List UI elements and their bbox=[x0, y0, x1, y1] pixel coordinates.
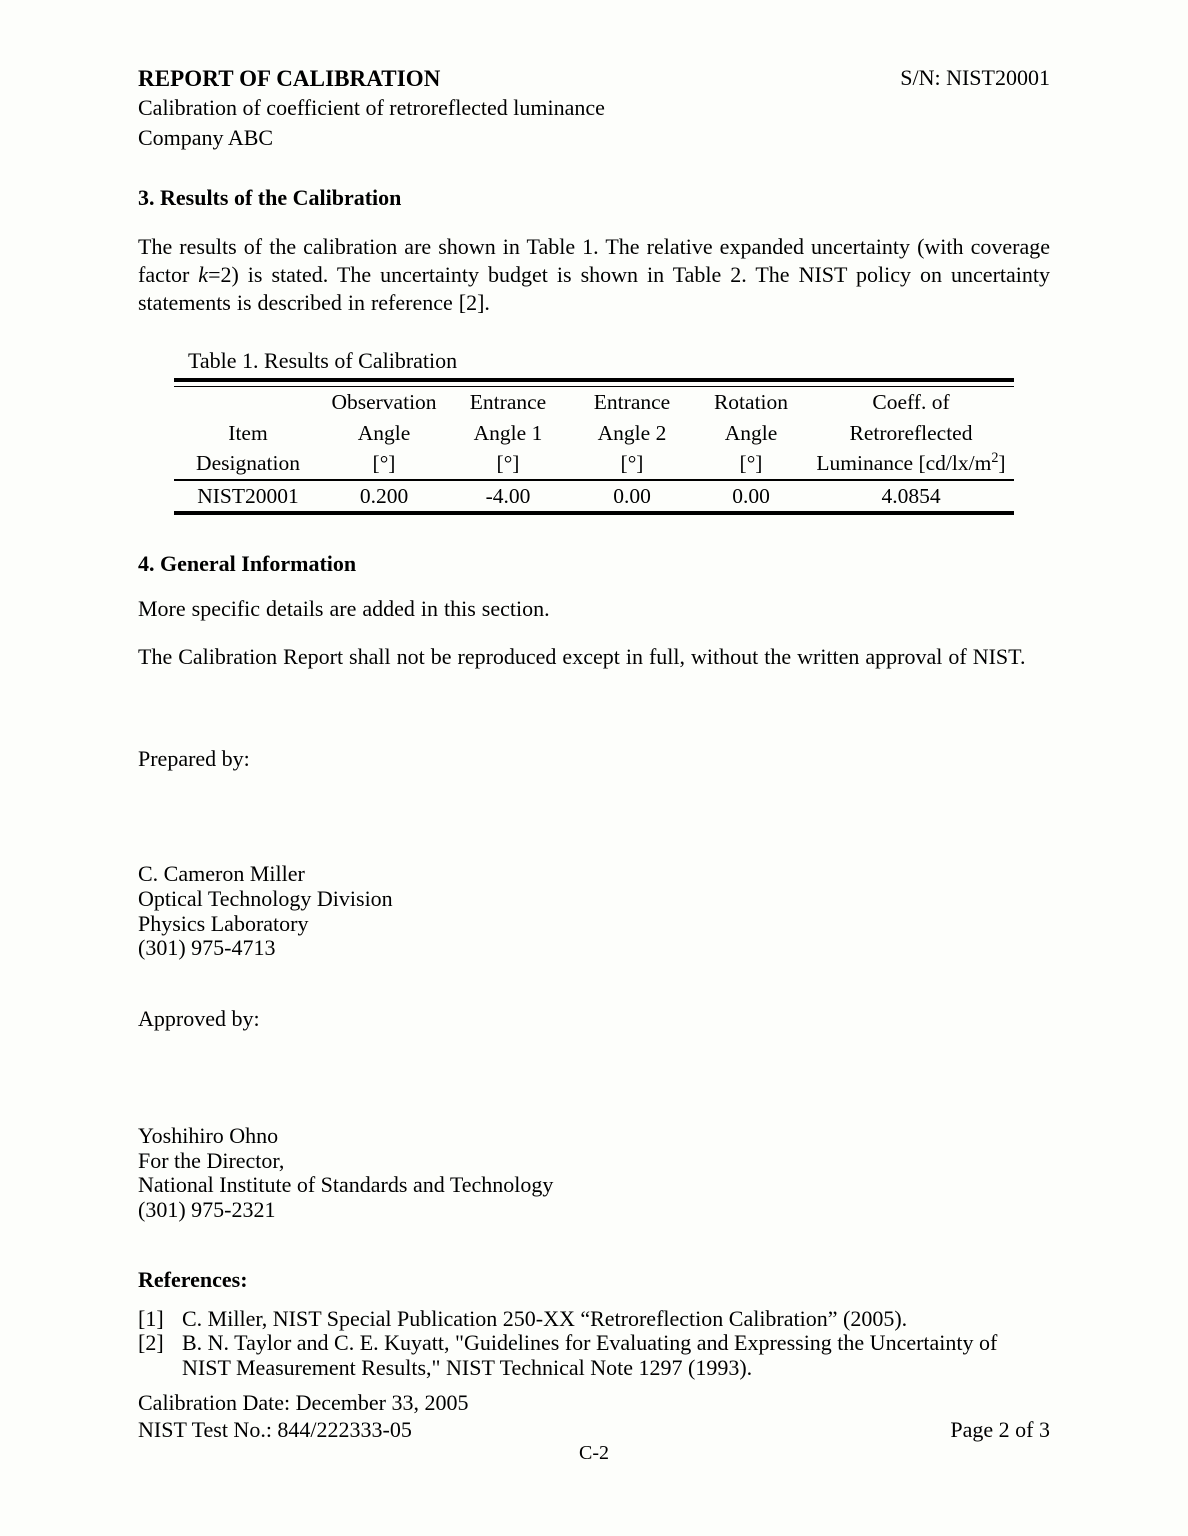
header-entrance2-line1: Entrance bbox=[593, 390, 671, 415]
header-entrance2-unit: [°] bbox=[620, 451, 644, 476]
header-entrance1-unit: [°] bbox=[496, 451, 520, 476]
prepared-by-line-2: Optical Technology Division bbox=[138, 885, 393, 911]
table-header-line-2 bbox=[174, 418, 1014, 449]
prepared-by-line-1: C. Cameron Miller bbox=[138, 861, 305, 887]
header-item-line2: Item bbox=[228, 420, 268, 445]
results-table bbox=[174, 387, 1014, 479]
reference-item bbox=[138, 1331, 1050, 1380]
header-coeff-unit-pre: Luminance [cd/lx/m bbox=[816, 451, 992, 476]
page-mark: C-2 bbox=[579, 1442, 609, 1464]
approved-by-line-3: National Institute of Standards and Technology bbox=[138, 1172, 554, 1198]
cell-rotation-angle: 0.00 bbox=[732, 483, 770, 508]
header-subtitle: Calibration of coefficient of retroreflected luminance bbox=[138, 94, 605, 120]
reference-text-2: B. N. Taylor and C. E. Kuyatt, "Guidelines for Evaluating and Expressing the Uncertainty of NIST Measurement Results," NIST Technical Note 1297 (1993). bbox=[182, 1330, 998, 1380]
header-rotation-line1: Rotation bbox=[713, 390, 789, 415]
table-body-group bbox=[174, 481, 1014, 512]
header-observation-unit: [°] bbox=[372, 451, 396, 476]
section-3-paragraph-part1: The results of the calibration are shown in Table 1. The relative expanded uncertainty (with coverage factor bbox=[138, 233, 1050, 287]
header-coeff-line1: Coeff. of bbox=[872, 390, 950, 415]
references-list bbox=[138, 1307, 1050, 1381]
table-row bbox=[174, 481, 1014, 512]
approved-by-label: Approved by: bbox=[138, 1005, 260, 1031]
document-header bbox=[138, 0, 1050, 152]
section-3-title: Results of the Calibration bbox=[160, 184, 402, 210]
reference-item bbox=[138, 1307, 1050, 1332]
header-coeff-line2: Retroreflected bbox=[849, 420, 973, 445]
table-1-block bbox=[174, 348, 1014, 515]
table-bottom-rule bbox=[174, 511, 1014, 515]
header-coeff-unit-post: ] bbox=[998, 451, 1006, 476]
section-4-heading bbox=[138, 551, 1050, 577]
section-3-heading bbox=[138, 185, 1050, 211]
page-content bbox=[138, 0, 1050, 1381]
results-table-body bbox=[174, 481, 1014, 512]
prepared-by-line-4: (301) 975-4713 bbox=[138, 935, 276, 961]
header-observation-line1: Observation bbox=[331, 390, 437, 415]
header-rotation-unit: [°] bbox=[739, 451, 763, 476]
section-3-paragraph-part2: =2) is stated. The uncertainty budget is shown in Table 2. The NIST policy on uncertainty statements is described in reference [2]. bbox=[138, 262, 1050, 316]
section-3-paragraph bbox=[138, 233, 1050, 318]
header-coeff-unit-exponent: 2 bbox=[991, 450, 999, 467]
page-footer bbox=[138, 1390, 1050, 1444]
approved-by-line-1: Yoshihiro Ohno bbox=[138, 1123, 279, 1149]
table-header-line-1 bbox=[174, 387, 1014, 418]
reference-text-1: C. Miller, NIST Special Publication 250-XX “Retroreflection Calibration” (2005). bbox=[182, 1305, 908, 1331]
table-header-line-3 bbox=[174, 448, 1014, 479]
cell-coeff-retroreflected-luminance: 4.0854 bbox=[881, 483, 941, 508]
table-1-caption: Table 1. Results of Calibration bbox=[188, 347, 458, 373]
header-observation-line2: Angle bbox=[357, 420, 411, 445]
approved-by-line-4: (301) 975-2321 bbox=[138, 1197, 276, 1223]
serial-number: S/N: NIST20001 bbox=[900, 65, 1050, 90]
calibration-date: Calibration Date: December 33, 2005 bbox=[138, 1390, 469, 1415]
header-entrance2-line2: Angle 2 bbox=[597, 420, 667, 445]
header-item-line1 bbox=[174, 387, 322, 418]
prepared-by-block bbox=[138, 862, 1050, 961]
page-number: Page 2 of 3 bbox=[950, 1416, 1050, 1442]
table-top-rule bbox=[174, 378, 1014, 387]
section-4-title: General Information bbox=[160, 551, 357, 577]
header-item-line3: Designation bbox=[196, 451, 300, 476]
approved-by-line-2: For the Director, bbox=[138, 1147, 285, 1173]
header-company: Company ABC bbox=[138, 124, 274, 150]
section-4-paragraph-1: More specific details are added in this section. bbox=[138, 596, 550, 622]
cell-item-designation: NIST20001 bbox=[197, 483, 299, 508]
footer-line-1 bbox=[138, 1390, 1050, 1417]
reference-number-2: [2] bbox=[138, 1330, 164, 1356]
section-3-number: 3. bbox=[138, 184, 155, 210]
cell-entrance-angle-2: 0.00 bbox=[613, 483, 651, 508]
nist-test-number: NIST Test No.: 844/222333-05 bbox=[138, 1416, 412, 1442]
prepared-by-line-3: Physics Laboratory bbox=[138, 910, 309, 936]
table-header-group bbox=[174, 387, 1014, 479]
approved-by-block bbox=[138, 1124, 1050, 1223]
header-coeff-unit bbox=[808, 448, 1014, 479]
footer-line-2 bbox=[138, 1417, 1050, 1444]
cell-entrance-angle-1: -4.00 bbox=[485, 483, 531, 508]
header-rotation-line2: Angle bbox=[724, 420, 778, 445]
section-4-number: 4. bbox=[138, 551, 155, 577]
reference-number-1: [1] bbox=[138, 1305, 164, 1331]
prepared-by-label: Prepared by: bbox=[138, 745, 250, 771]
page-title: REPORT OF CALIBRATION bbox=[138, 66, 441, 91]
header-entrance1-line1: Entrance bbox=[469, 390, 547, 415]
section-4-paragraph-2: The Calibration Report shall not be reproduced except in full, without the written approval of NIST. bbox=[138, 643, 1026, 669]
cell-observation-angle: 0.200 bbox=[359, 483, 409, 508]
coverage-factor-symbol: k bbox=[198, 262, 209, 287]
header-entrance1-line2: Angle 1 bbox=[473, 420, 543, 445]
references-heading: References: bbox=[138, 1266, 248, 1292]
